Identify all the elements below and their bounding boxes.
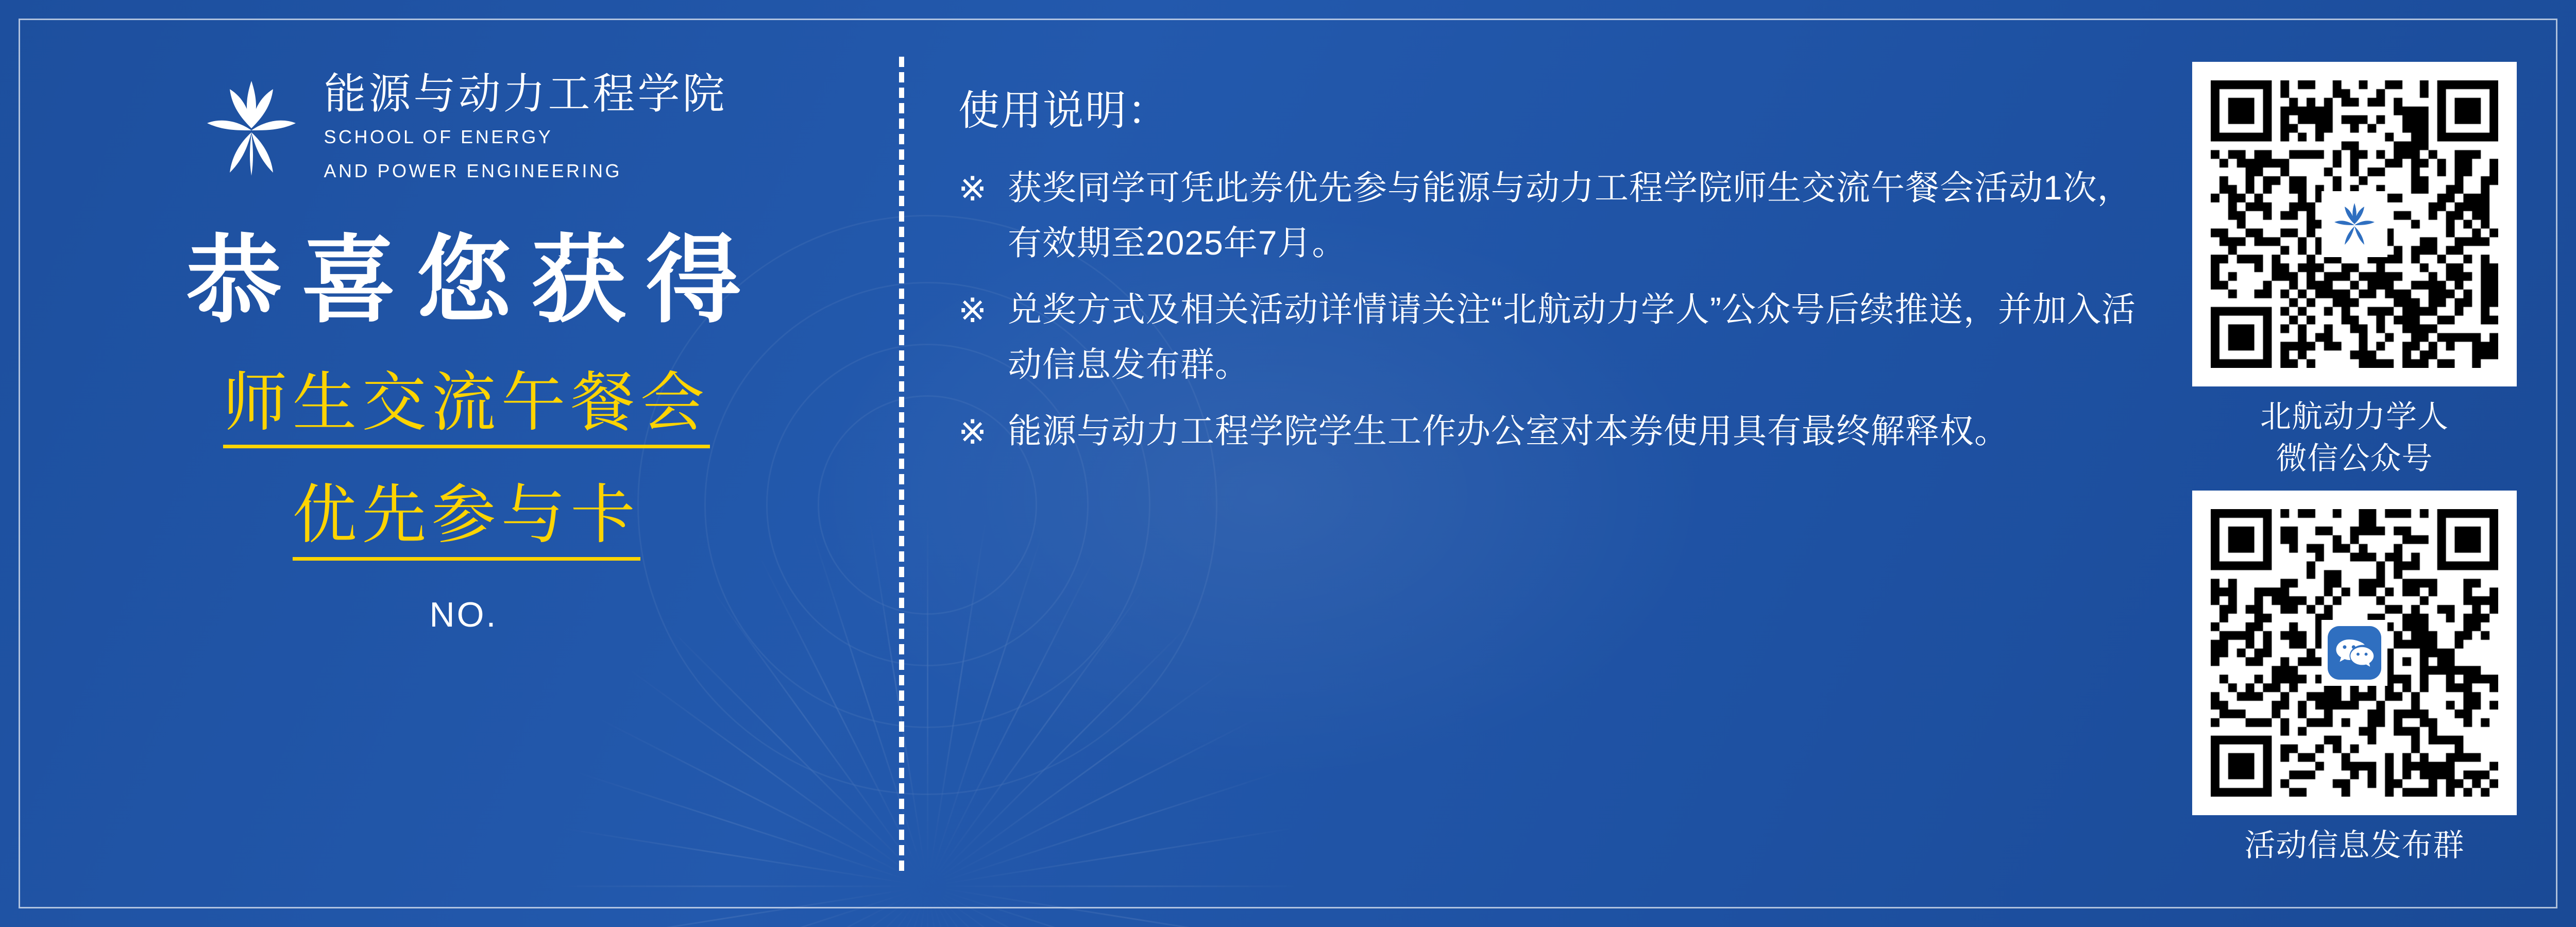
decorative-ray [587, 886, 928, 927]
decorative-ray [927, 886, 1046, 927]
qr-caption-official-account [2179, 396, 2530, 479]
school-name-en-line1: SCHOOL OF ENERGY [324, 126, 553, 148]
decorative-ray [754, 886, 928, 927]
instruction-item [958, 403, 2159, 460]
award-title-line1 [62, 363, 866, 443]
decorative-ray [618, 886, 927, 927]
instructions-title: 使用说明： [958, 88, 1170, 133]
instruction-item [958, 160, 2159, 271]
school-logo [62, 72, 866, 184]
instruction-text: 获奖同学可凭此券优先参与能源与动力工程学院师生交流午餐会活动1次，有效期至2025年7月。 [1008, 168, 2132, 262]
decorative-ray [927, 546, 1101, 887]
wechat-icon [2328, 626, 2381, 680]
instruction-text: 能源与动力工程学院学生工作办公室对本券使用具有最终解释权。 [1008, 411, 2009, 450]
qr-center-logo [2321, 620, 2387, 686]
left-panel [62, 41, 866, 886]
qr-column [2179, 62, 2530, 878]
decorative-ray [551, 886, 927, 927]
qr-code-official-account[interactable] [2192, 62, 2517, 386]
decorative-ray [867, 886, 928, 927]
decorative-ray [927, 577, 1152, 886]
decorative-ray [927, 886, 1267, 927]
bullet-mark-icon: ※ [958, 170, 987, 208]
decorative-ray [927, 616, 1197, 887]
serial-number-label: NO. [429, 595, 498, 635]
bullet-mark-icon: ※ [958, 412, 987, 451]
decorative-ray [927, 886, 1304, 927]
award-title-line2-text: 优先参与卡 [293, 479, 640, 561]
school-emblem-icon [2329, 198, 2380, 250]
qr-caption-line2: 微信公众号 [2276, 441, 2433, 476]
decorative-ray [927, 505, 928, 886]
decorative-ray [927, 886, 1197, 927]
decorative-ray [867, 510, 928, 886]
decorative-ray [927, 886, 1101, 927]
decorative-ray [927, 826, 1304, 887]
school-name-en-line2: AND POWER ENGINEERING [324, 160, 622, 182]
decorative-ray [927, 886, 988, 927]
bullet-mark-icon: ※ [958, 291, 987, 329]
qr-caption-line1: 北航动力学人 [2260, 399, 2449, 434]
qr-caption-line1: 活动信息发布群 [2244, 828, 2465, 863]
school-logo-text [324, 72, 727, 184]
decorative-ray [927, 510, 988, 886]
school-emblem-icon [200, 77, 303, 180]
school-name-cn: 能源与动力工程学院 [324, 71, 727, 117]
qr-caption-activity-group [2179, 824, 2530, 866]
decorative-ray [809, 886, 928, 927]
decorative-ray [927, 713, 1267, 887]
decorative-ray [927, 886, 928, 927]
decorative-ray [703, 886, 928, 927]
instructions-panel [958, 77, 2159, 471]
decorative-ray [657, 886, 928, 927]
decorative-ray [927, 768, 1291, 887]
instruction-item [958, 282, 2159, 392]
decorative-ray [927, 886, 1309, 887]
award-title-line2 [62, 475, 866, 555]
decorative-ray [927, 886, 1236, 927]
qr-center-logo [2321, 191, 2387, 257]
headline: 恭喜您获得 [186, 228, 761, 334]
award-title-line1-text: 师生交流午餐会 [223, 367, 710, 448]
dashed-divider [899, 57, 904, 871]
qr-code-activity-group[interactable] [2192, 491, 2517, 815]
decorative-ray [927, 886, 1291, 927]
instruction-text: 兑奖方式及相关活动详情请关注“北航动力学人”公众号后续推送，并加入活动信息发布群。 [1008, 290, 2136, 383]
decorative-ray [927, 662, 1236, 887]
decorative-ray [927, 886, 1152, 927]
decorative-ray [927, 524, 1046, 887]
decorative-ray [565, 886, 928, 927]
